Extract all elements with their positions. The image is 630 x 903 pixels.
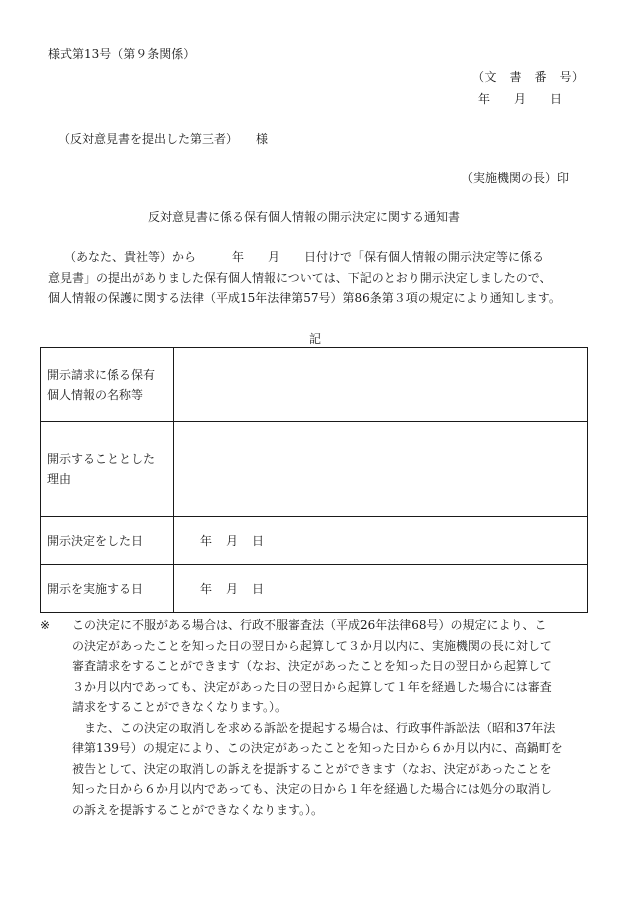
table-row: [41, 348, 588, 422]
table-row: [41, 422, 588, 517]
form-number: 様式第13号（第９条関係）: [48, 47, 196, 61]
label-requested-info: 開示請求に係る保有 個人情報の名称等: [41, 348, 174, 422]
note-line: 被告として、決定の取消しの訴えを提訴することができます（なお、決定があったことを: [72, 761, 552, 776]
value-implementation-date: 年 月 日: [174, 565, 588, 613]
recipient-line: （反対意見書を提出した第三者） 様: [58, 132, 269, 146]
note-line: また、この決定の取消しを求める訴訟を提起する場合は、行政事件訴訟法（昭和37年法: [84, 720, 556, 735]
label-disclosure-reason: 開示することとした 理由: [41, 422, 174, 517]
body-line: 個人情報の保護に関する法律（平成15年法律第57号）第86条第３項の規定により通知します。: [48, 291, 561, 305]
note-line: 律第139号）の規定により、この決定があったことを知った日から６か月以内に、高鍋町を: [72, 741, 563, 755]
value-disclosure-reason: [174, 422, 588, 517]
note-line: ３か月以内であっても、決定があった日の翌日から起算して１年を経過した場合には審査: [72, 679, 552, 694]
table-row: [41, 517, 588, 565]
label-decision-date: 開示決定をした日: [41, 517, 174, 565]
table-row: [41, 565, 588, 613]
note-line: 請求をすることができなくなります。）。: [72, 700, 288, 714]
note-line: 知った日から６か月以内であっても、決定の日から１年を経過した場合には処分の取消し: [72, 782, 552, 796]
notes-section: [40, 615, 600, 820]
document-title: 反対意見書に係る保有個人情報の開示決定に関する通知書: [148, 210, 461, 224]
note-line: この決定に不服がある場合は、行政不服審査法（平成26年法律68号）の規定により、こ: [72, 618, 547, 632]
body-line: 意見書」の提出がありました保有個人情報については、下記のとおり開示決定しましたので、: [48, 270, 552, 285]
body-paragraph: [48, 247, 588, 309]
ki-heading: 記: [309, 332, 322, 346]
value-decision-date: 年 月 日: [174, 517, 588, 565]
document-date: 年 月 日: [478, 92, 563, 106]
value-requested-info: [174, 348, 588, 422]
decision-table: [40, 347, 588, 613]
document-number: （文 書 番 号）: [472, 70, 585, 84]
note-mark: ※: [40, 618, 51, 632]
label-implementation-date: 開示を実施する日: [41, 565, 174, 613]
note-line: の訴えを提訴することができなくなります。）。: [72, 802, 324, 817]
note-line: の決定があったことを知った日の翌日から起算して３か月以内に、実施機関の長に対して: [72, 638, 552, 653]
sender-line: （実施機関の長）印: [461, 171, 570, 185]
note-line: 審査請求をすることができます（なお、決定があったことを知った日の翌日から起算して: [72, 659, 552, 673]
body-line: （あなた、貴社等）から 年 月 日付けで「保有個人情報の開示決定等に係る: [64, 250, 545, 264]
